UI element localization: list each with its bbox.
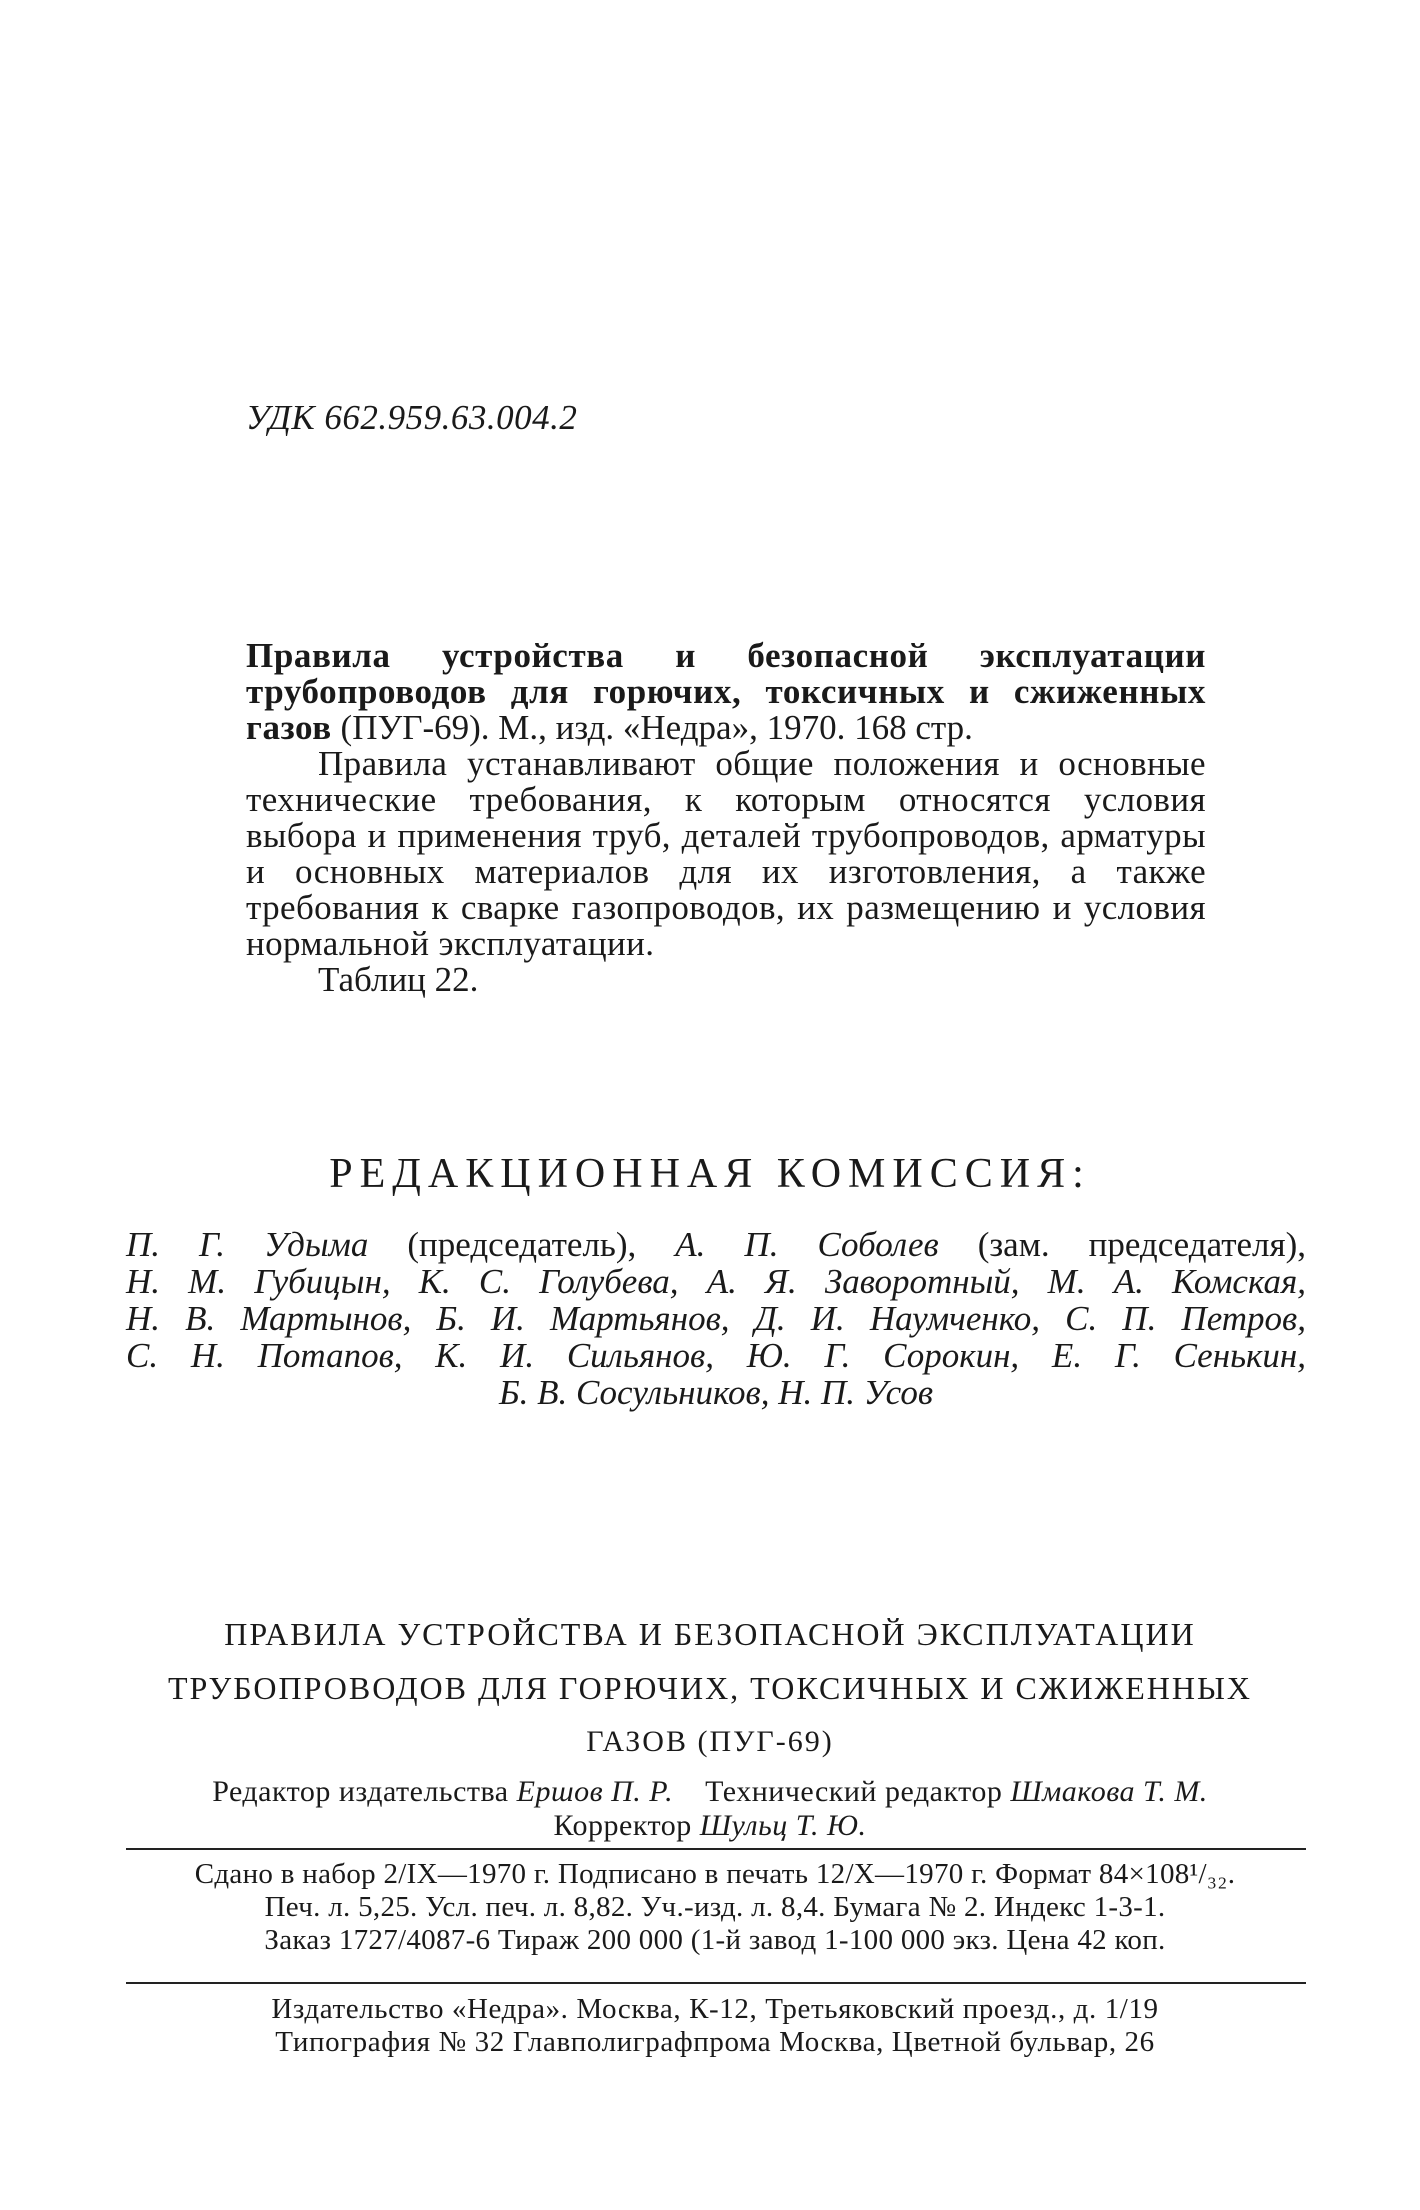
tech-editor-label: Технический редактор <box>705 1775 1003 1808</box>
publisher-info <box>120 1993 1310 2059</box>
bibliographic-annotation <box>246 638 1206 998</box>
book-title <box>120 1607 1300 1769</box>
annotation-body: Правила устанавливают общие положения и основные технические требования, к которым относятся условия выбора и применения труб, деталей трубопроводов, арматуры и основных материалов для их изготовления, а также требования к сварке газопроводов, их размещению и условия нормальной эксплуатации. <box>246 744 1206 963</box>
member-names: С. Н. Потапов, К. И. Сильянов, Ю. Г. Сорокин, Е. Г. Сенькин, <box>126 1336 1306 1375</box>
book-title-line: ПРАВИЛА УСТРОЙСТВА И БЕЗОПАСНОЙ ЭКСПЛУАТАЦИИ <box>224 1616 1196 1652</box>
imprint-line: Печ. л. 5,25. Усл. печ. л. 8,82. Уч.-изд. л. 8,4. Бумага № 2. Индекс 1-3-1. <box>264 1891 1166 1923</box>
commission-line <box>126 1374 1306 1411</box>
commission-line <box>126 1337 1306 1374</box>
imprint-line: Заказ 1727/4087-6 Тираж 200 000 (1-й завод 1-100 000 экз. Цена 42 коп. <box>264 1924 1166 1956</box>
tech-editor-name: Шмакова Т. М. <box>1010 1775 1208 1808</box>
print-imprint <box>120 1858 1310 1957</box>
commission-members <box>126 1226 1306 1411</box>
member-note: (председатель), <box>368 1225 676 1264</box>
book-title-line: ГАЗОВ (ПУГ-69) <box>586 1725 834 1758</box>
udk-code: УДК 662.959.63.004.2 <box>246 398 578 437</box>
corrector-label: Корректор <box>553 1809 692 1842</box>
publisher-editor-name: Ершов П. Р. <box>516 1775 674 1808</box>
member-name: А. П. Соболев <box>675 1225 939 1264</box>
annotation-tables: Таблиц 22. <box>318 960 479 999</box>
editors-credits <box>120 1775 1300 1843</box>
member-name: П. Г. Удыма <box>126 1225 369 1264</box>
imprint-line: Сдано в набор 2/IX—1970 г. Подписано в печать 12/X—1970 г. Формат 84×108¹/₃₂. <box>194 1858 1236 1890</box>
annotation-title <box>246 638 1206 746</box>
annotation-title-bold: Правила устройства и безопасной эксплуатации трубопроводов для горючих, токсичных и сжиженных газов <box>246 636 1206 747</box>
corrector-line <box>120 1809 1300 1843</box>
commission-heading: РЕДАКЦИОННАЯ КОМИССИЯ: <box>329 1151 1091 1197</box>
member-names: Н. В. Мартынов, Б. И. Мартьянов, Д. И. Наумченко, С. П. Петров, <box>126 1299 1306 1338</box>
commission-line <box>126 1226 1306 1263</box>
divider-top <box>126 1848 1306 1850</box>
member-names: Н. М. Губицын, К. С. Голубева, А. Я. Заворотный, М. А. Комская, <box>126 1262 1306 1301</box>
publisher-editor-label: Редактор издательства <box>212 1775 509 1808</box>
printing-house-line: Типография № 32 Главполиграфпрома Москва, Цветной бульвар, 26 <box>275 2026 1155 2058</box>
editors-line <box>120 1775 1300 1809</box>
member-names: Б. В. Сосульников, Н. П. Усов <box>498 1373 934 1412</box>
member-note: (зам. председателя), <box>938 1225 1306 1264</box>
corrector-name: Шульц Т. Ю. <box>699 1809 867 1842</box>
divider-bottom <box>126 1982 1306 1984</box>
publisher-line: Издательство «Недра». Москва, К-12, Третьяковский проезд., д. 1/19 <box>271 1993 1159 2025</box>
commission-line <box>126 1263 1306 1300</box>
commission-line <box>126 1300 1306 1337</box>
book-title-line: ТРУБОПРОВОДОВ ДЛЯ ГОРЮЧИХ, ТОКСИЧНЫХ И СЖИЖЕННЫХ <box>167 1670 1253 1706</box>
annotation-title-rest: (ПУГ-69). М., изд. «Недра», 1970. 168 стр. <box>340 708 973 747</box>
